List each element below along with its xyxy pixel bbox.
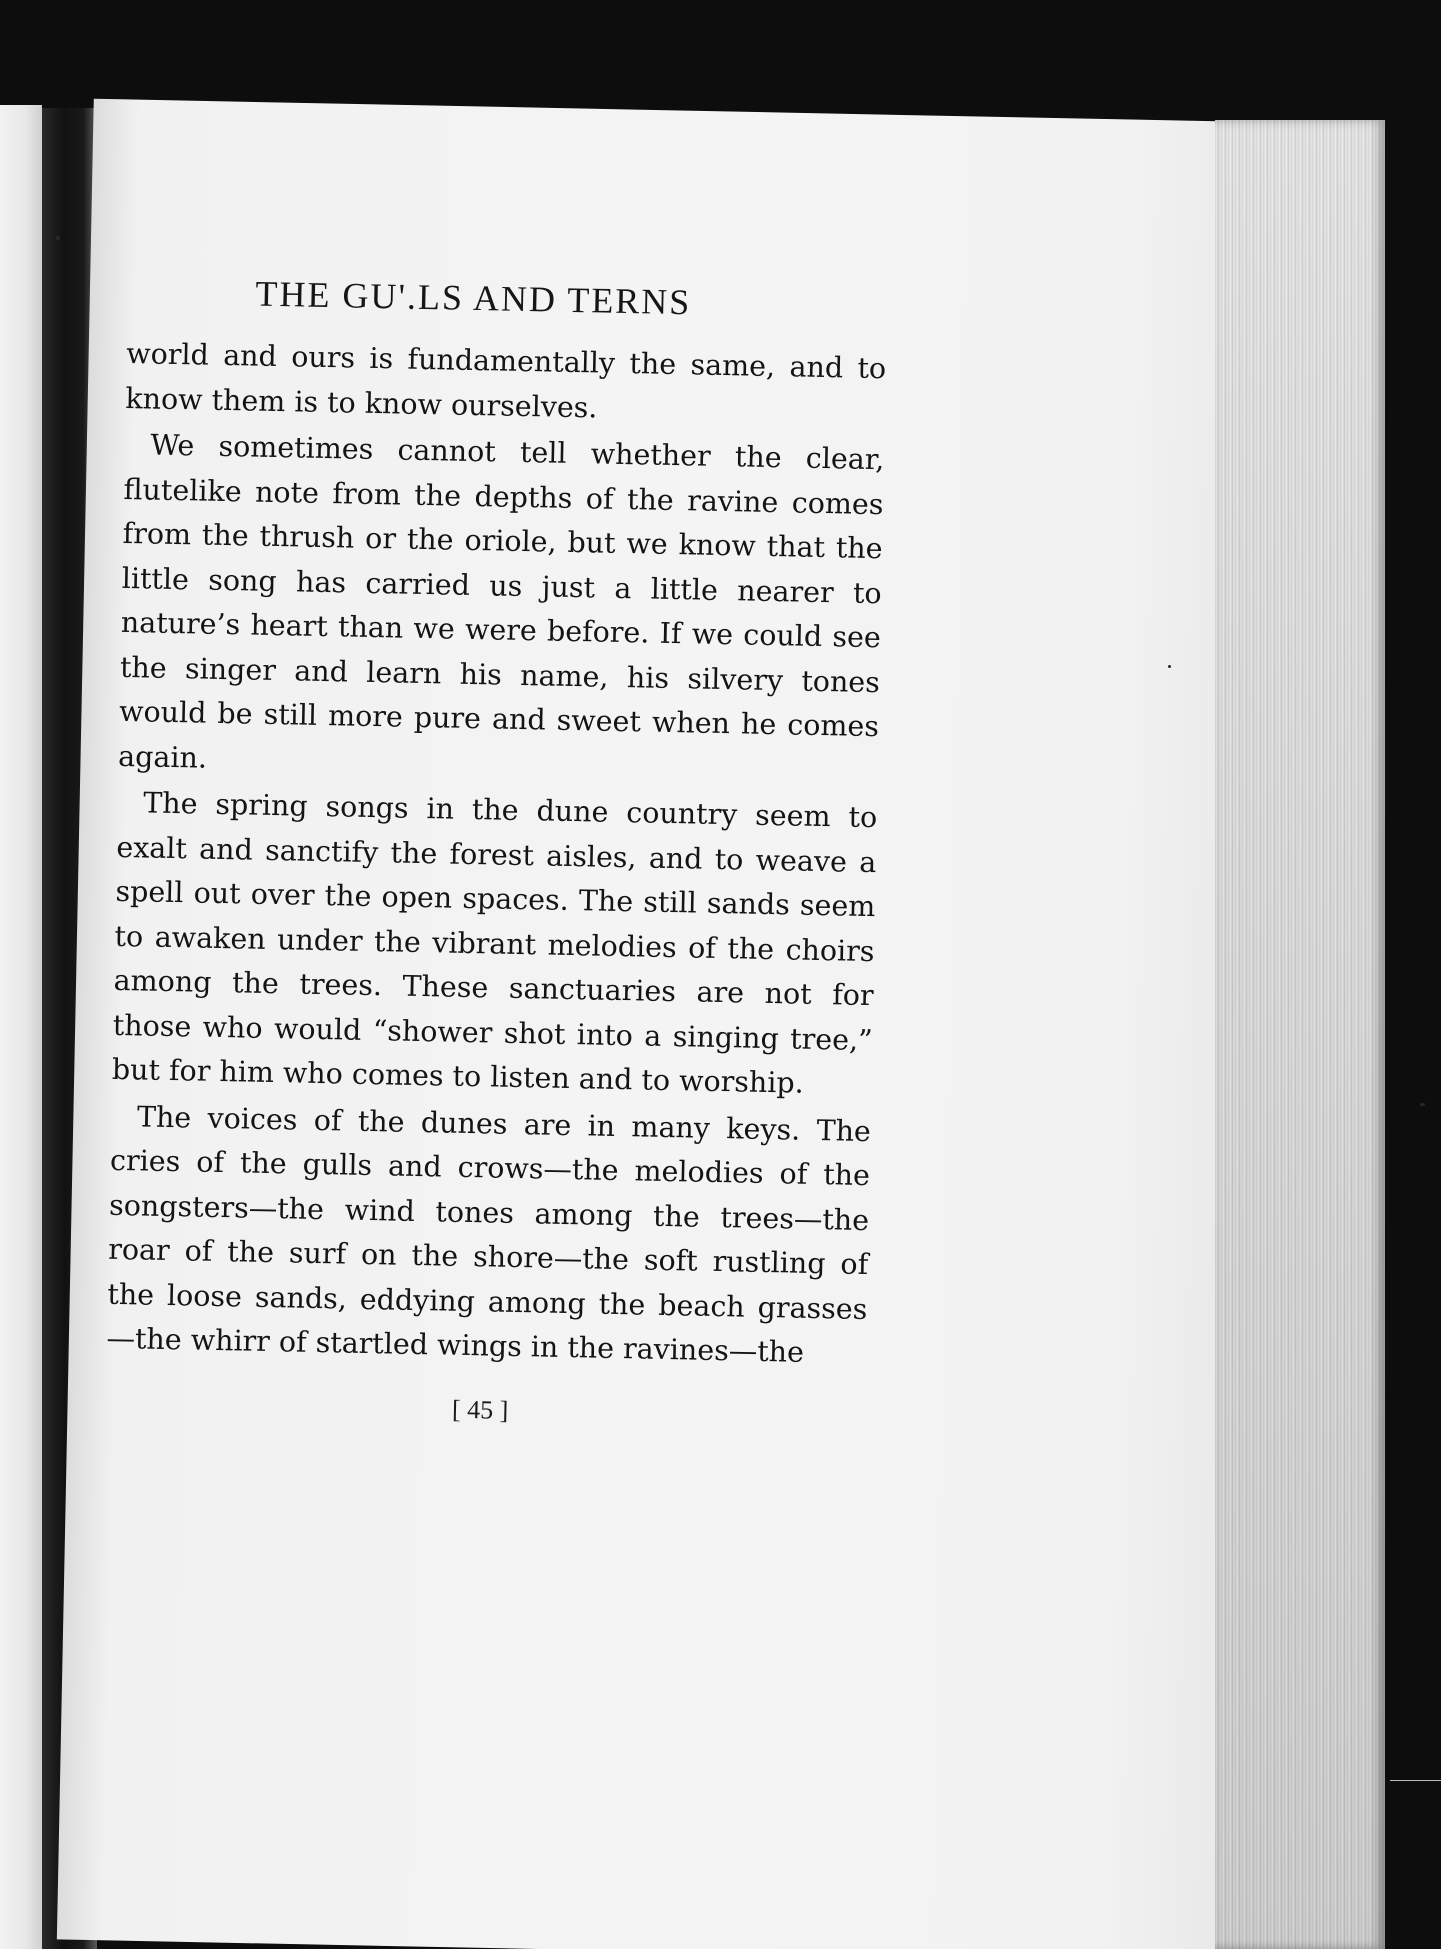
paragraph: world and ours is fundamentally the same, and to know them is to know ourselves.	[125, 336, 887, 424]
scan-artifact-line	[1390, 1780, 1441, 1781]
page-block-edges	[1215, 120, 1385, 1949]
dust-speck	[56, 236, 60, 240]
dust-speck	[1168, 665, 1171, 668]
paragraph: We sometimes cannot tell whether the clear, flutelike note from the depths of the ravine comes from the thrush or the oriole, but we know that the little song has carried us just a little nearer to nature’s heart than we were before. If we could see the singer and learn his name, his silvery tones would be still more pure and sweet when he comes again.	[117, 428, 885, 775]
paragraph: The voices of the dunes are in many keys. The cries of the gulls and crows—the melodies of the songsters—the wind tones among the trees—the roar of the surf on the shore—the soft rustling of the loose sands, eddying among the beach grasses —the whirr of startled wings in the ravines—the	[106, 1099, 872, 1369]
page-text-block	[105, 270, 888, 1433]
facing-page-edge	[0, 105, 42, 1949]
paragraph: The spring songs in the dune country seem to exalt and sanctify the forest aisles, and to weave a spell out over the open spaces. The still sands seem to awaken under the vibrant melodies of the choirs among the trees. These sanctuaries are not for those who would “shower shot into a singing tree,” but for him who comes to listen and to worship.	[111, 786, 878, 1100]
dust-speck	[1420, 1103, 1425, 1106]
running-head: THE GU'.LS AND TERNS	[255, 273, 692, 323]
page-number: [ 45 ]	[451, 1394, 509, 1425]
